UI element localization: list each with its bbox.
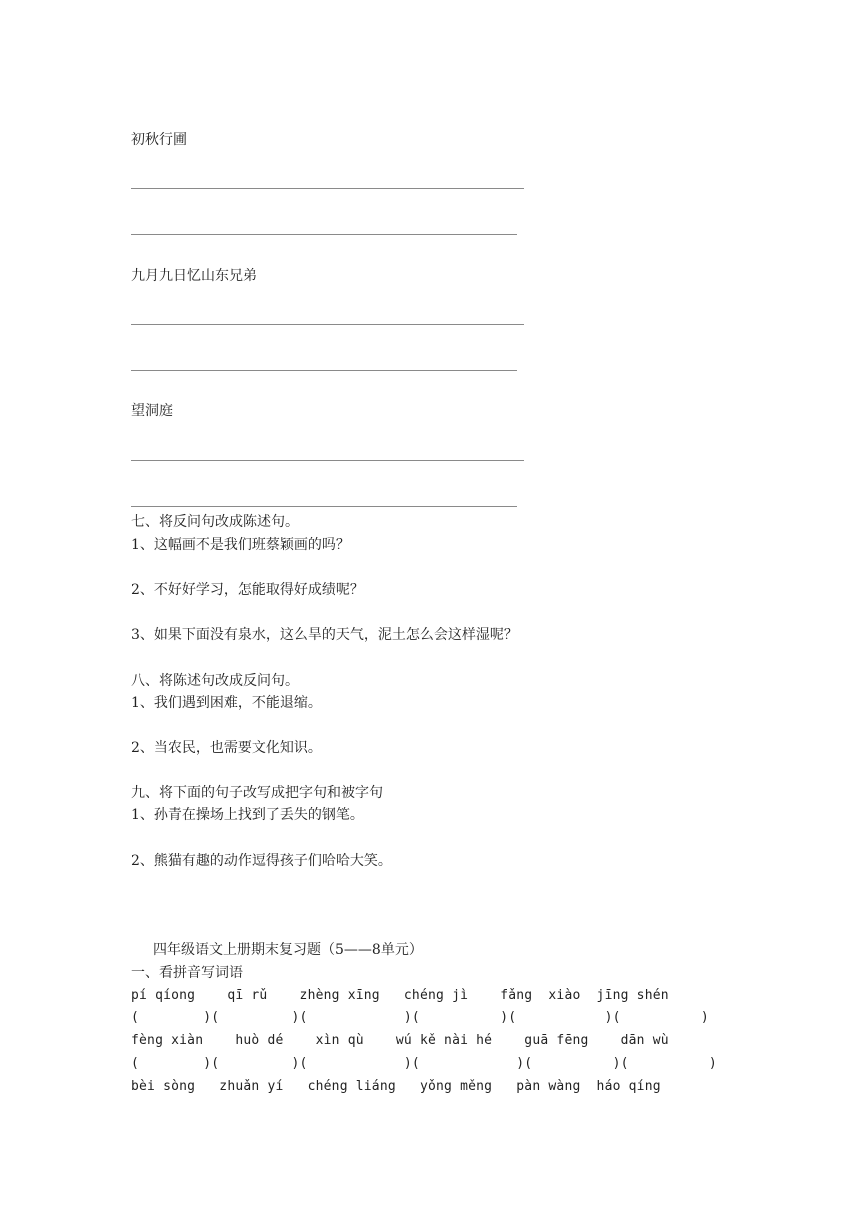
section-heading: 七、将反问句改成陈述句。	[131, 514, 299, 530]
section-heading: 八、将陈述句改成反问句。	[131, 673, 299, 689]
question-item: 2、熊猫有趣的动作逗得孩子们哈哈大笑。	[131, 853, 392, 869]
section-heading: 九、将下面的句子改写成把字句和被字句	[131, 785, 383, 801]
answer-line	[131, 234, 517, 235]
answer-line	[131, 506, 517, 507]
pinyin-row: pí qíong qī rǔ zhèng xīng chéng jì fǎng xiào jīng shén	[131, 988, 669, 1003]
answer-brackets-row: ( )( )( )( )( )( )	[131, 1056, 717, 1071]
question-item: 1、孙青在操场上找到了丢失的钢笔。	[131, 807, 364, 823]
answer-line	[131, 370, 517, 371]
question-item: 2、当农民，也需要文化知识。	[131, 740, 322, 756]
section-heading: 一、看拼音写词语	[131, 965, 243, 981]
answer-line	[131, 188, 524, 189]
question-item: 2、不好好学习，怎能取得好成绩呢？	[131, 582, 364, 598]
poem-title: 望洞庭	[131, 403, 173, 419]
review-title: 四年级语文上册期末复习题（5——8单元）	[153, 942, 423, 958]
answer-brackets-row: ( )( )( )( )( )( )	[131, 1010, 709, 1025]
pinyin-row: fèng xiàn huò dé xìn qù wú kě nài hé guā fēng dān wù	[131, 1033, 669, 1048]
answer-line	[131, 460, 524, 461]
question-item: 1、这幅画不是我们班蔡颖画的吗？	[131, 537, 350, 553]
question-item: 3、如果下面没有泉水，这么旱的天气，泥土怎么会这样湿呢？	[131, 627, 518, 643]
poem-title: 九月九日忆山东兄弟	[131, 268, 257, 284]
poem-title: 初秋行圃	[131, 132, 187, 148]
answer-line	[131, 324, 524, 325]
question-item: 1、我们遇到困难，不能退缩。	[131, 695, 322, 711]
pinyin-row: bèi sòng zhuǎn yí chéng liáng yǒng měng pàn wàng háo qíng	[131, 1079, 661, 1094]
